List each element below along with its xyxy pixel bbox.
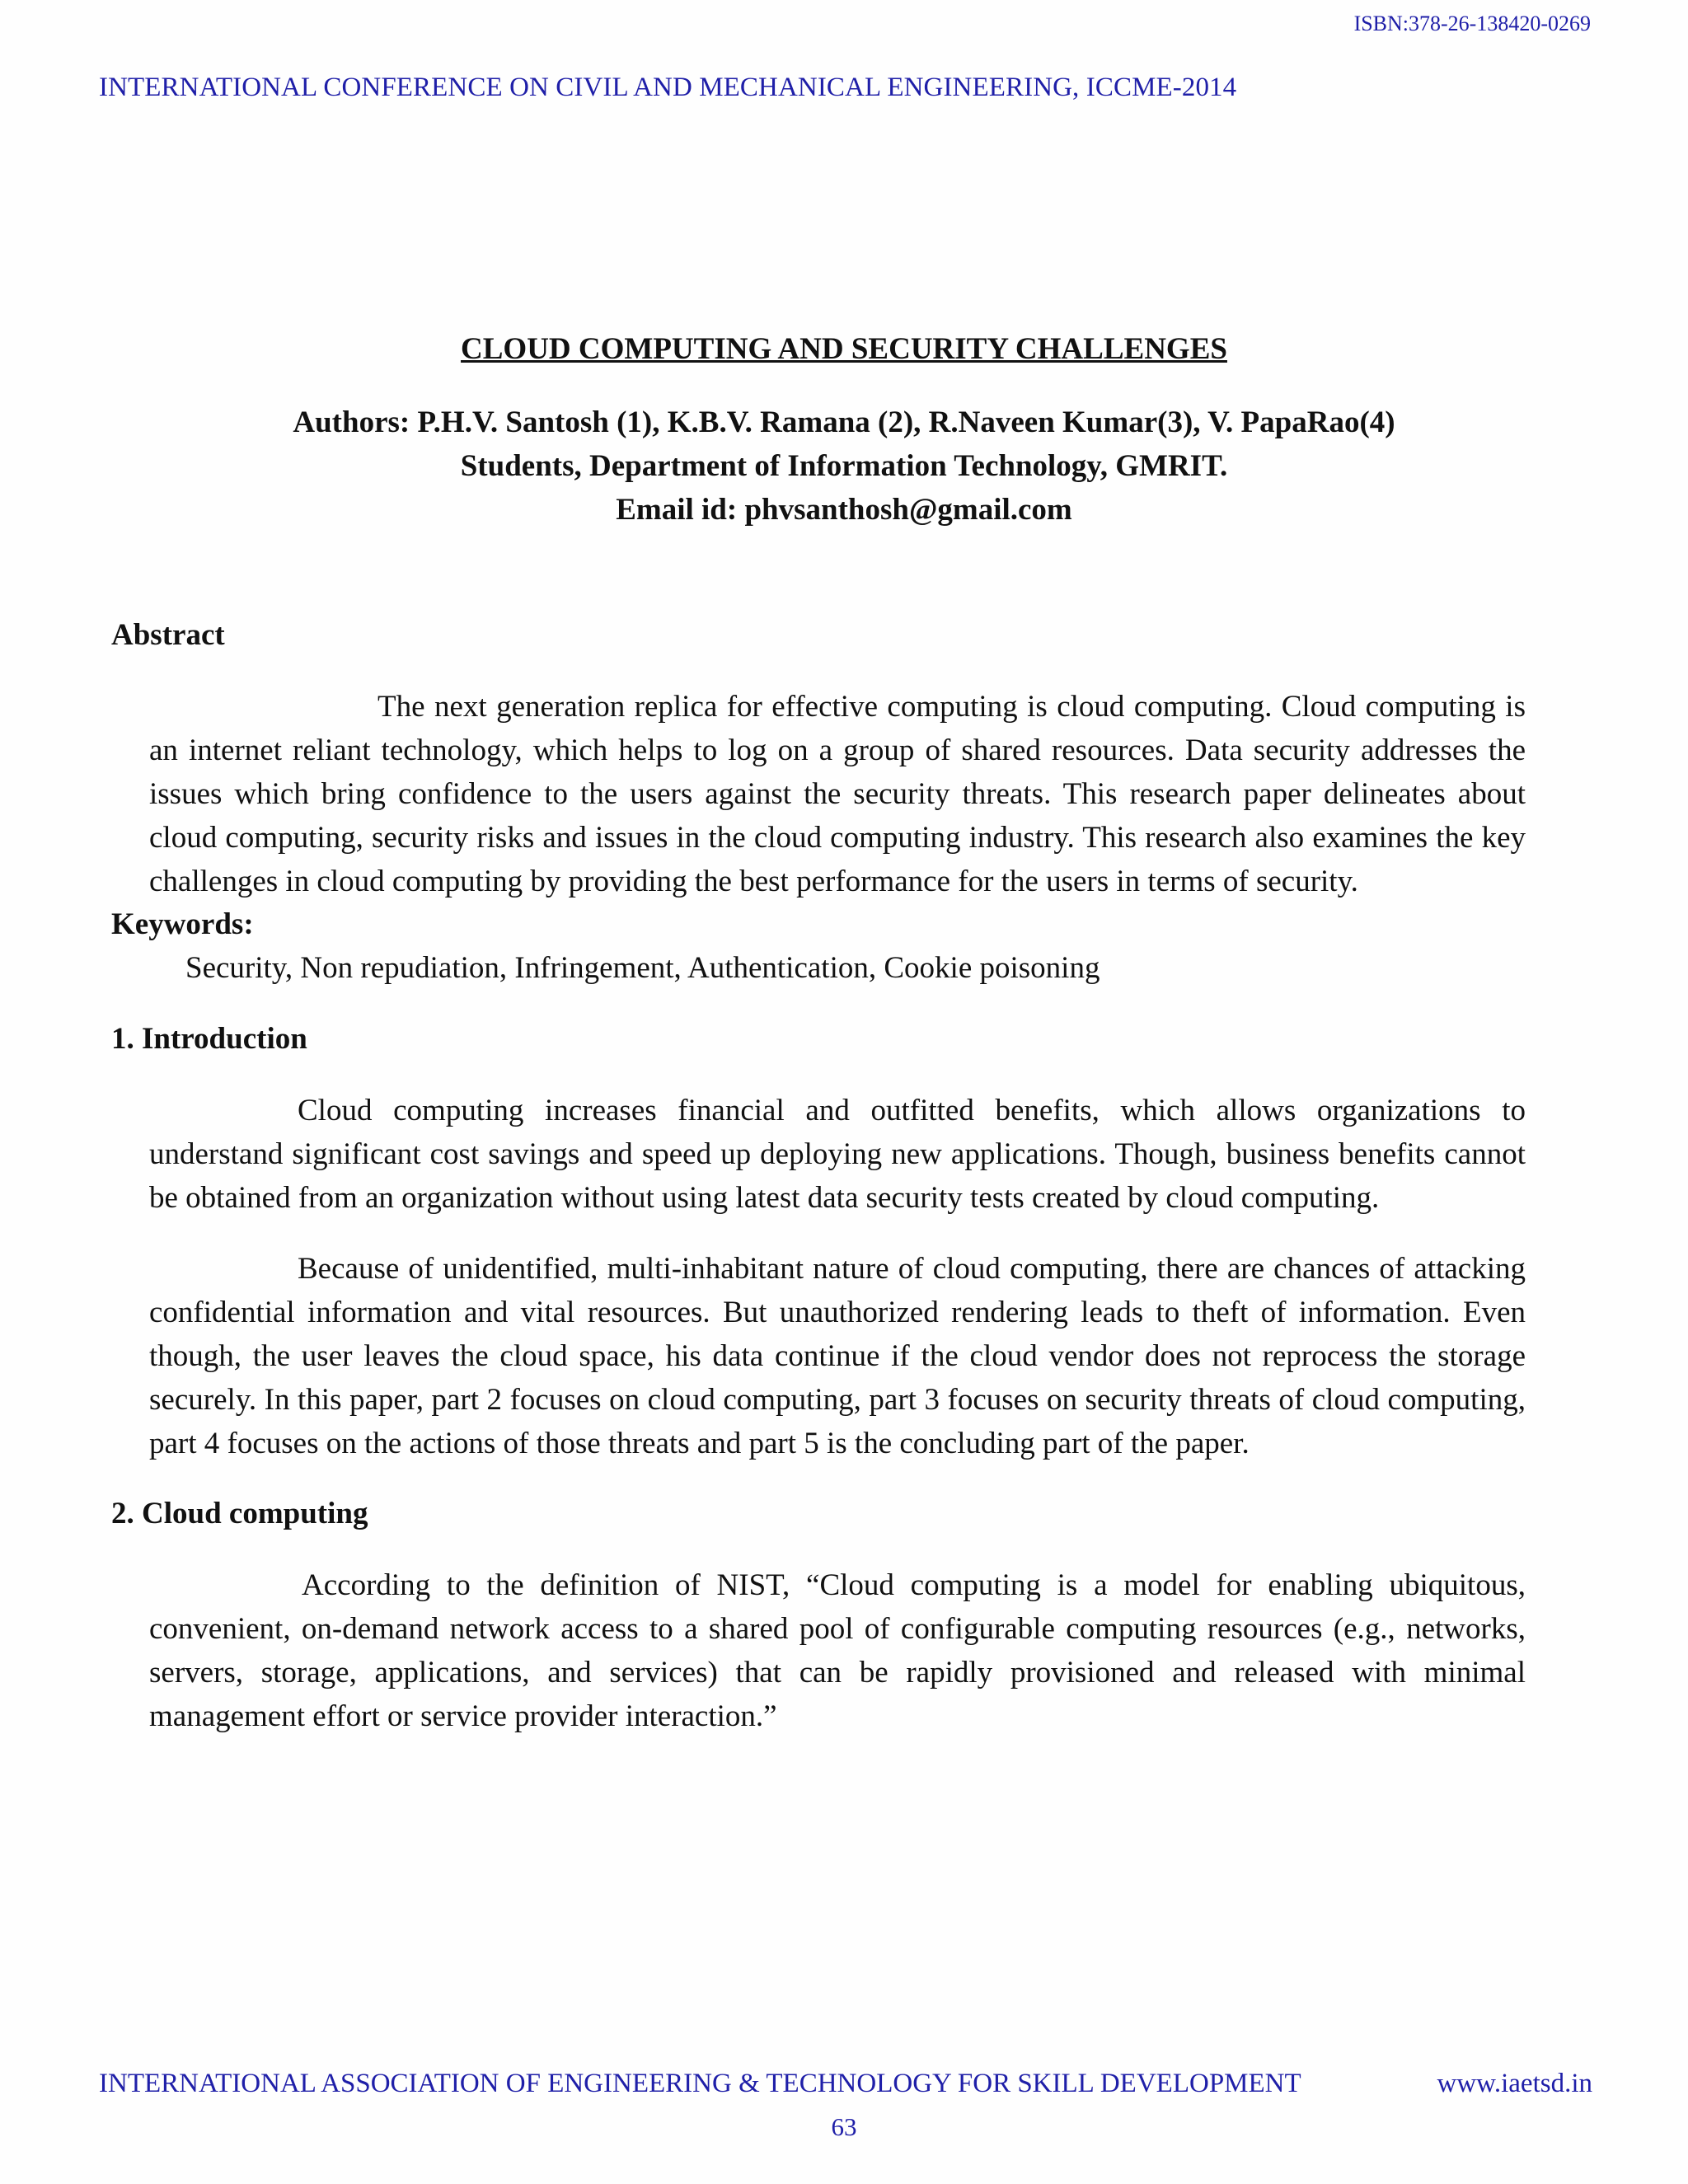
- email: Email id: phvsanthosh@gmail.com: [616, 493, 1072, 527]
- keywords-heading: Keywords:: [111, 907, 254, 941]
- keywords-text: Security, Non repudiation, Infringement, Authentication, Cookie poisoning: [185, 951, 1100, 985]
- footer-association: INTERNATIONAL ASSOCIATION OF ENGINEERING & TECHNOLOGY FOR SKILL DEVELOPMENT: [99, 2069, 1301, 2098]
- isbn-label: ISBN:378-26-138420-0269: [1353, 12, 1591, 35]
- abstract-text: The next generation replica for effective computing is cloud computing. Cloud computing is an internet reliant technology, which helps to log on a group of shared resources. Data security addresses the issues which bring confidence to the users against the security threats. This research paper delineates about cloud computing, security risks and issues in the cloud computing industry. This research also examines the key challenges in cloud computing by providing the best performance for the users in terms of security.: [149, 690, 1526, 898]
- paper-title: CLOUD COMPUTING AND SECURITY CHALLENGES: [461, 332, 1227, 366]
- abstract-heading: Abstract: [111, 618, 225, 652]
- authors: Authors: P.H.V. Santosh (1), K.B.V. Ramana (2), R.Naveen Kumar(3), V. PapaRao(4): [293, 405, 1395, 439]
- footer-website[interactable]: www.iaetsd.in: [1437, 2069, 1592, 2098]
- cloud-computing-paragraph-1: According to the definition of NIST, “Cloud computing is a model for enabling ubiquitous, convenient, on-demand network access to a shared pool of configurable computing resources (e.g., networks, servers, storage, applications, and services) that can be rapidly provisioned and released with minimal management effort or service provider interaction.”: [149, 1568, 1526, 1733]
- intro-paragraph-1: Cloud computing increases financial and outfitted benefits, which allows organizations to understand significant cost savings and speed up deploying new applications. Though, business benefits cannot be obtained from an organization without using latest data security tests created by cloud computing.: [149, 1094, 1526, 1215]
- title-block: [0, 328, 1688, 532]
- section-heading-introduction: 1. Introduction: [111, 1022, 307, 1056]
- conference-header: INTERNATIONAL CONFERENCE ON CIVIL AND MECHANICAL ENGINEERING, ICCME-2014: [99, 73, 1237, 102]
- section-heading-cloud-computing: 2. Cloud computing: [111, 1497, 368, 1530]
- intro-paragraph-2: Because of unidentified, multi-inhabitant nature of cloud computing, there are chances of attacking confidential information and vital resources. But unauthorized rendering leads to theft of information. Even though, the user leaves the cloud space, his data continue if the cloud vendor does not reprocess the storage securely. In this paper, part 2 focuses on cloud computing, part 3 focuses on security threats of cloud computing, part 4 focuses on the actions of those threats and part 5 is the concluding part of the paper.: [149, 1252, 1526, 1460]
- page-number: 63: [831, 2112, 857, 2141]
- affiliation: Students, Department of Information Technology, GMRIT.: [460, 449, 1228, 483]
- paper-body: [111, 614, 1527, 1738]
